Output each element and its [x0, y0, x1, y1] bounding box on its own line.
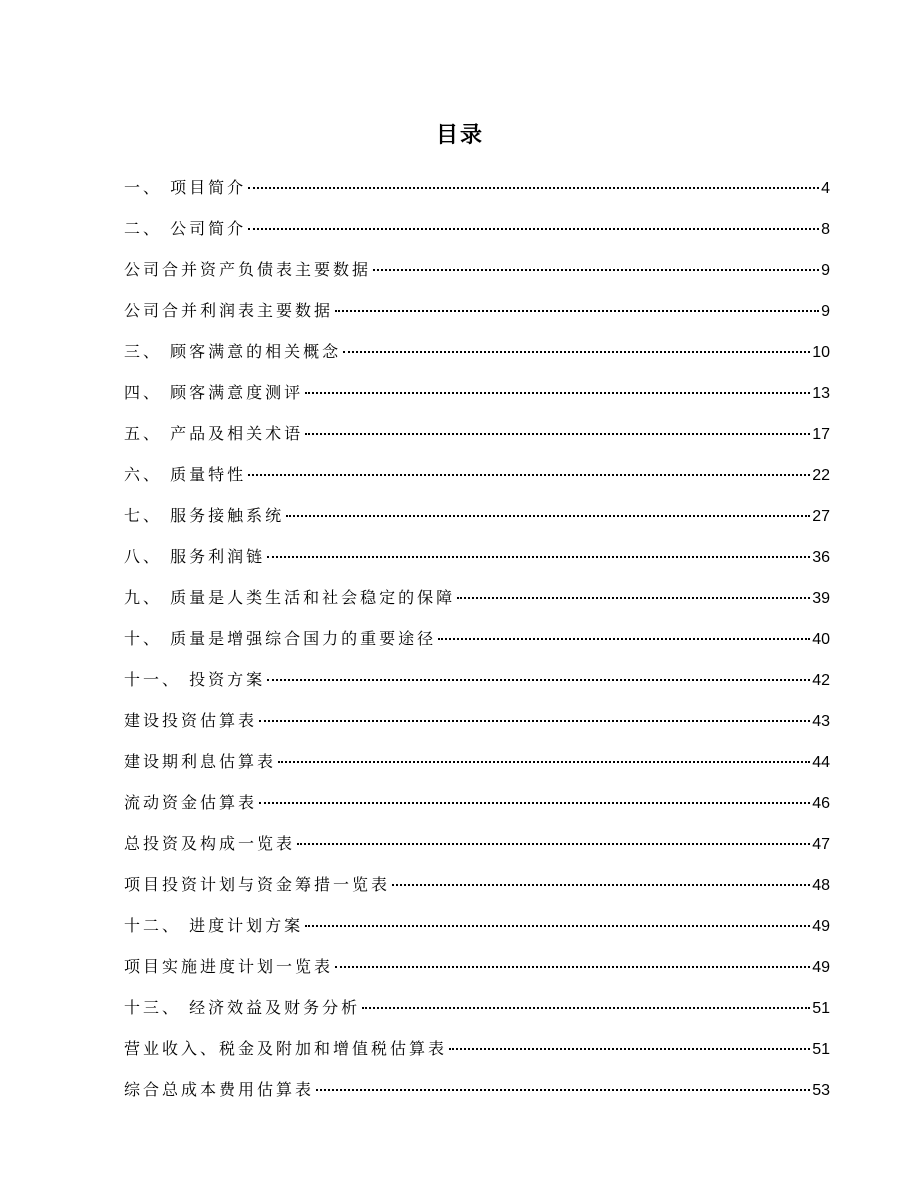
toc-entry-label: 公司合并资产负债表主要数据	[124, 260, 372, 279]
toc-entry-page-number: 53	[812, 1082, 830, 1099]
toc-entry[interactable]	[124, 536, 830, 577]
table-of-contents	[124, 167, 830, 1110]
toc-entry[interactable]	[124, 864, 830, 905]
toc-entry-page-number: 27	[812, 508, 830, 525]
toc-entry-page-number: 49	[812, 918, 830, 935]
toc-entry[interactable]	[124, 167, 830, 208]
toc-entry-label: 项目实施进度计划一览表	[124, 957, 334, 976]
toc-dot-leader	[373, 269, 819, 271]
toc-entry-label: 一、 项目简介	[124, 178, 247, 197]
toc-entry-label: 十三、 经济效益及财务分析	[124, 998, 361, 1017]
toc-entry[interactable]	[124, 782, 830, 823]
toc-dot-leader	[286, 515, 810, 517]
toc-dot-leader	[259, 720, 810, 722]
toc-entry-label: 四、 顾客满意度测评	[124, 383, 304, 402]
toc-dot-leader	[335, 966, 810, 968]
toc-entry-page-number: 4	[821, 180, 830, 197]
toc-entry[interactable]	[124, 577, 830, 618]
toc-entry[interactable]	[124, 659, 830, 700]
toc-entry-label: 十、 质量是增强综合国力的重要途径	[124, 629, 437, 648]
page-title: 目录	[435, 123, 484, 148]
toc-dot-leader	[248, 187, 819, 189]
toc-entry-page-number: 8	[821, 221, 830, 238]
toc-entry-page-number: 17	[812, 426, 830, 443]
toc-dot-leader	[438, 638, 810, 640]
toc-entry-page-number: 36	[812, 549, 830, 566]
toc-entry[interactable]	[124, 372, 830, 413]
toc-entry-label: 营业收入、税金及附加和增值税估算表	[124, 1039, 448, 1058]
toc-entry[interactable]	[124, 290, 830, 331]
toc-dot-leader	[248, 474, 810, 476]
toc-entry[interactable]	[124, 208, 830, 249]
toc-dot-leader	[449, 1048, 810, 1050]
toc-dot-leader	[259, 802, 810, 804]
toc-entry-label: 十一、 投资方案	[124, 670, 266, 689]
toc-entry[interactable]	[124, 946, 830, 987]
toc-dot-leader	[335, 310, 819, 312]
toc-entry-page-number: 51	[812, 1000, 830, 1017]
toc-dot-leader	[267, 679, 810, 681]
toc-dot-leader	[297, 843, 810, 845]
toc-entry[interactable]	[124, 1028, 830, 1069]
toc-entry-page-number: 39	[812, 590, 830, 607]
toc-entry-label: 三、 顾客满意的相关概念	[124, 342, 342, 361]
toc-dot-leader	[392, 884, 810, 886]
toc-entry-page-number: 44	[812, 754, 830, 771]
toc-entry[interactable]	[124, 987, 830, 1028]
toc-entry-label: 五、 产品及相关术语	[124, 424, 304, 443]
toc-entry-page-number: 49	[812, 959, 830, 976]
toc-dot-leader	[305, 392, 810, 394]
toc-entry-label: 流动资金估算表	[124, 793, 258, 812]
toc-entry-label: 六、 质量特性	[124, 465, 247, 484]
toc-dot-leader	[316, 1089, 810, 1091]
toc-dot-leader	[343, 351, 810, 353]
toc-dot-leader	[278, 761, 810, 763]
toc-entry[interactable]	[124, 905, 830, 946]
toc-entry-page-number: 22	[812, 467, 830, 484]
toc-dot-leader	[362, 1007, 810, 1009]
toc-entry-label: 九、 质量是人类生活和社会稳定的保障	[124, 588, 456, 607]
toc-entry-page-number: 47	[812, 836, 830, 853]
toc-entry-page-number: 51	[812, 1041, 830, 1058]
toc-entry-page-number: 48	[812, 877, 830, 894]
toc-dot-leader	[305, 925, 810, 927]
toc-entry[interactable]	[124, 741, 830, 782]
toc-entry-label: 建设期利息估算表	[124, 752, 277, 771]
toc-entry-label: 公司合并利润表主要数据	[124, 301, 334, 320]
toc-dot-leader	[248, 228, 819, 230]
toc-entry-page-number: 9	[821, 262, 830, 279]
toc-entry-label: 十二、 进度计划方案	[124, 916, 304, 935]
toc-entry[interactable]	[124, 618, 830, 659]
toc-entry-label: 总投资及构成一览表	[124, 834, 296, 853]
toc-entry-page-number: 43	[812, 713, 830, 730]
toc-entry-page-number: 10	[812, 344, 830, 361]
toc-entry-page-number: 46	[812, 795, 830, 812]
toc-dot-leader	[305, 433, 810, 435]
toc-entry-page-number: 40	[812, 631, 830, 648]
toc-dot-leader	[267, 556, 810, 558]
toc-entry-label: 综合总成本费用估算表	[124, 1080, 315, 1099]
toc-entry[interactable]	[124, 823, 830, 864]
toc-entry-label: 七、 服务接触系统	[124, 506, 285, 525]
toc-entry-label: 八、 服务利润链	[124, 547, 266, 566]
toc-entry[interactable]	[124, 413, 830, 454]
toc-entry-label: 二、 公司简介	[124, 219, 247, 238]
toc-entry-page-number: 9	[821, 303, 830, 320]
toc-entry-page-number: 42	[812, 672, 830, 689]
toc-entry[interactable]	[124, 1069, 830, 1110]
toc-entry-page-number: 13	[812, 385, 830, 402]
toc-entry[interactable]	[124, 700, 830, 741]
toc-entry[interactable]	[124, 331, 830, 372]
toc-entry[interactable]	[124, 454, 830, 495]
toc-entry-label: 项目投资计划与资金筹措一览表	[124, 875, 391, 894]
toc-dot-leader	[457, 597, 810, 599]
toc-entry-label: 建设投资估算表	[124, 711, 258, 730]
toc-entry[interactable]	[124, 249, 830, 290]
toc-entry[interactable]	[124, 495, 830, 536]
